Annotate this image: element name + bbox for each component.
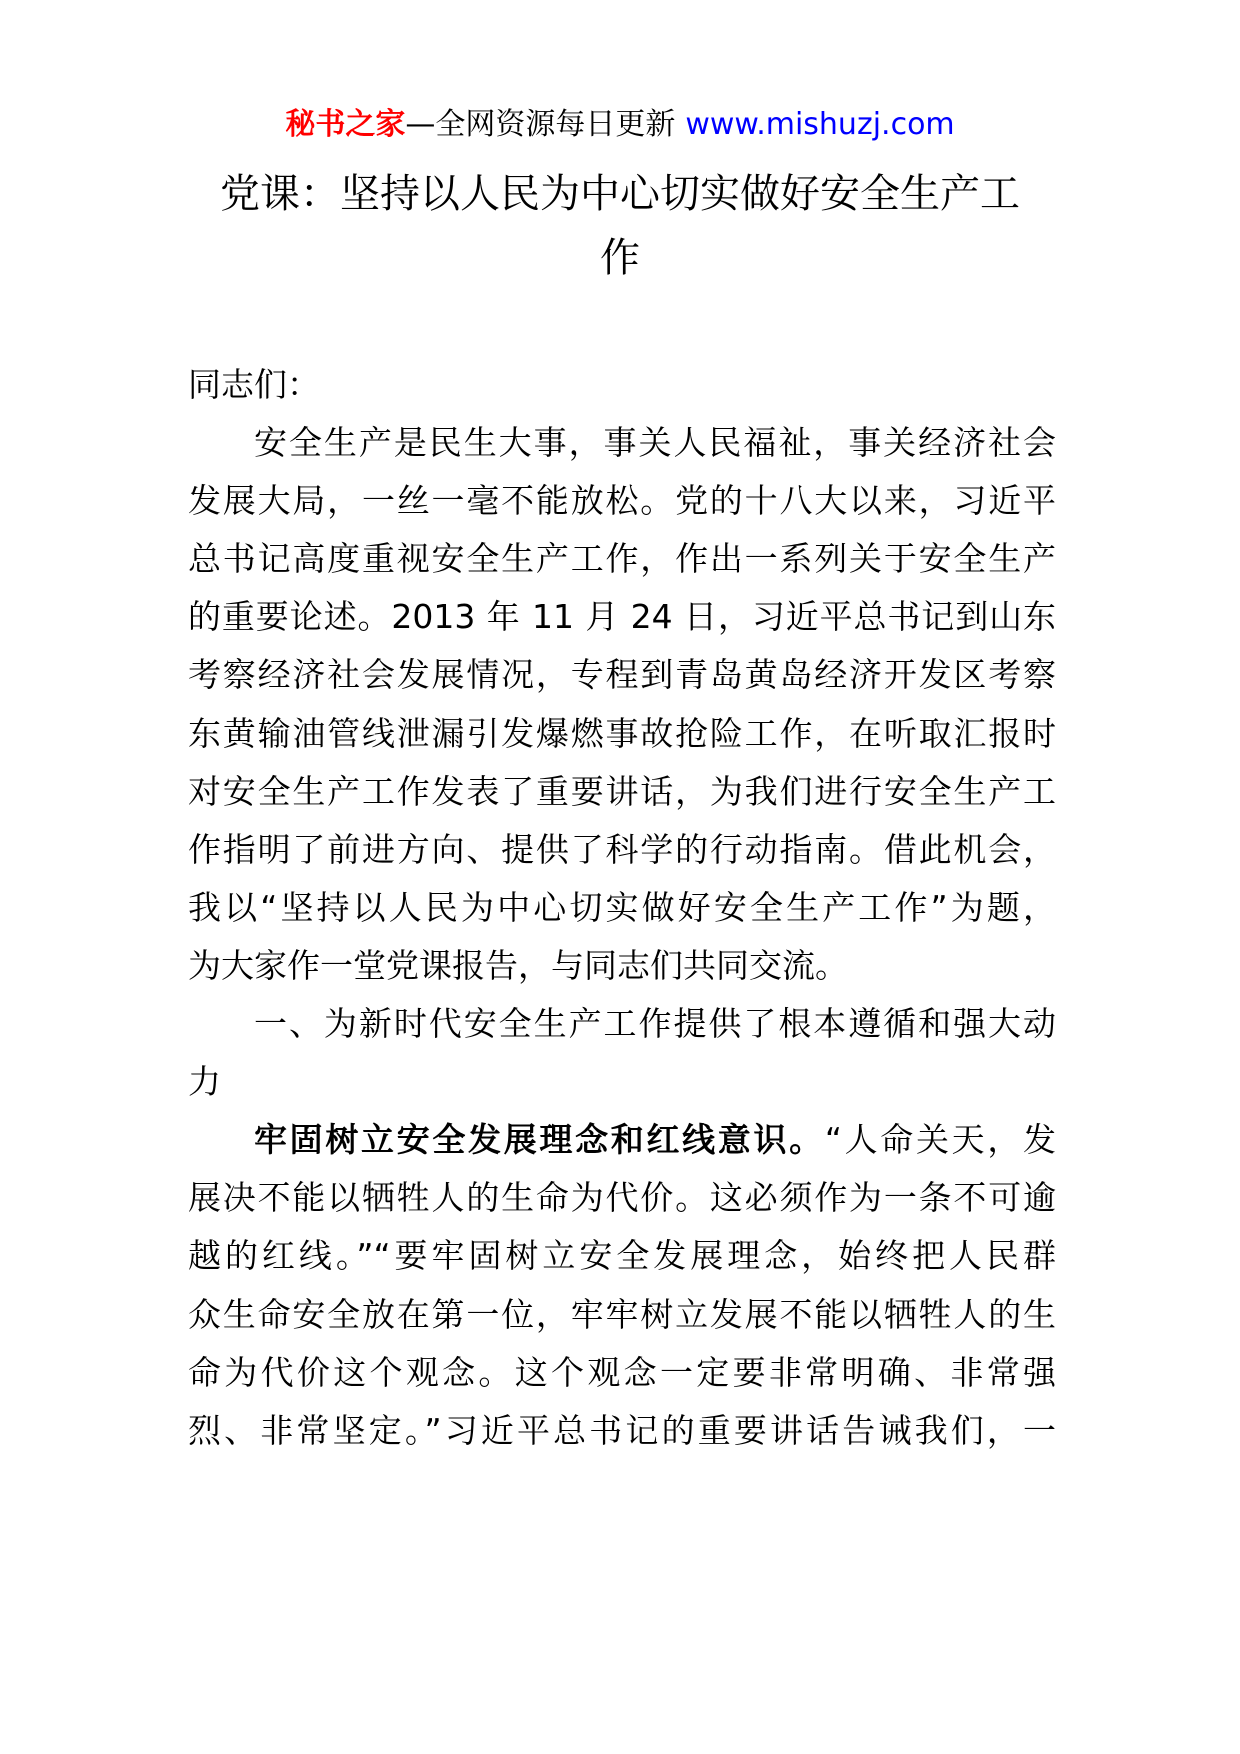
body-line xyxy=(188,651,1056,717)
line-text: 的重要论述。2013 年 11 月 24 日，习近平总书记到山东 xyxy=(188,597,1056,637)
line-text: 我以“坚持以人民为中心切实做好安全生产工作”为题， xyxy=(188,887,1056,927)
body-line xyxy=(188,1232,1056,1298)
line-text: 安全生产是民生大事，事关人民福祉，事关经济社会 xyxy=(254,423,1056,462)
body-line xyxy=(188,710,1056,776)
body-line xyxy=(254,1116,1056,1182)
line-text: 力 xyxy=(188,1062,221,1102)
body-line xyxy=(188,884,1056,950)
line-text: 展决不能以牺牲人的生命为代价。这必须作为一条不可逾 xyxy=(188,1178,1056,1218)
site-header xyxy=(0,101,1240,149)
title-line: 党课：坚持以人民为中心切实做好安全生产工 xyxy=(220,171,1020,217)
body-line xyxy=(188,477,1056,543)
line-text: 为大家作一堂党课报告，与同志们共同交流。 xyxy=(188,945,848,985)
body-line xyxy=(188,826,1056,892)
title-line: 作 xyxy=(600,235,640,281)
body-line xyxy=(188,1349,1056,1415)
line-text: 对安全生产工作发表了重要讲话，为我们进行安全生产工 xyxy=(188,771,1056,811)
line-text: 总书记高度重视安全生产工作，作出一系列关于安全生产 xyxy=(188,539,1056,579)
line-text: 发展大局，一丝一毫不能放松。党的十八大以来，习近平 xyxy=(188,481,1056,521)
site-url: www.mishuzj.com xyxy=(685,107,955,142)
body-line xyxy=(254,419,1056,485)
line-text: 越的红线。”“要牢固树立安全发展理念，始终把人民群 xyxy=(188,1236,1056,1276)
body-line xyxy=(188,1291,1056,1357)
line-text: 作指明了前进方向、提供了科学的行动指南。借此机会， xyxy=(188,829,1056,869)
body-line xyxy=(254,1000,1056,1066)
document-title xyxy=(180,162,1060,290)
brand-name: 秘书之家 xyxy=(285,107,406,142)
line-text: 烈、非常坚定。”习近平总书记的重要讲话告诫我们，一 xyxy=(188,1410,1056,1450)
body-line xyxy=(188,1058,1056,1124)
line-text: 命为代价这个观念。这个观念一定要非常明确、非常强 xyxy=(188,1352,1056,1392)
line-text: 东黄输油管线泄漏引发爆燃事故抢险工作，在听取汇报时 xyxy=(188,713,1056,753)
line-text: “人命关天，发 xyxy=(824,1120,1057,1160)
body-line xyxy=(188,1407,1056,1473)
site-tagline: —全网资源每日更新 xyxy=(405,107,676,142)
body-line xyxy=(188,768,1056,834)
bold-heading: 牢固树立安全发展理念和红线意识。 xyxy=(254,1120,825,1160)
body-line xyxy=(188,535,1056,601)
body-line xyxy=(188,942,1056,1008)
body-line xyxy=(188,593,1056,659)
greeting: 同志们： xyxy=(188,365,320,404)
line-text: 众生命安全放在第一位，牢牢树立发展不能以牺牲人的生 xyxy=(188,1294,1056,1334)
line-text: 一、为新时代安全生产工作提供了根本遵循和强大动 xyxy=(254,1004,1056,1043)
line-text: 考察经济社会发展情况，专程到青岛黄岛经济开发区考察 xyxy=(188,655,1056,695)
body-line xyxy=(188,1174,1056,1240)
